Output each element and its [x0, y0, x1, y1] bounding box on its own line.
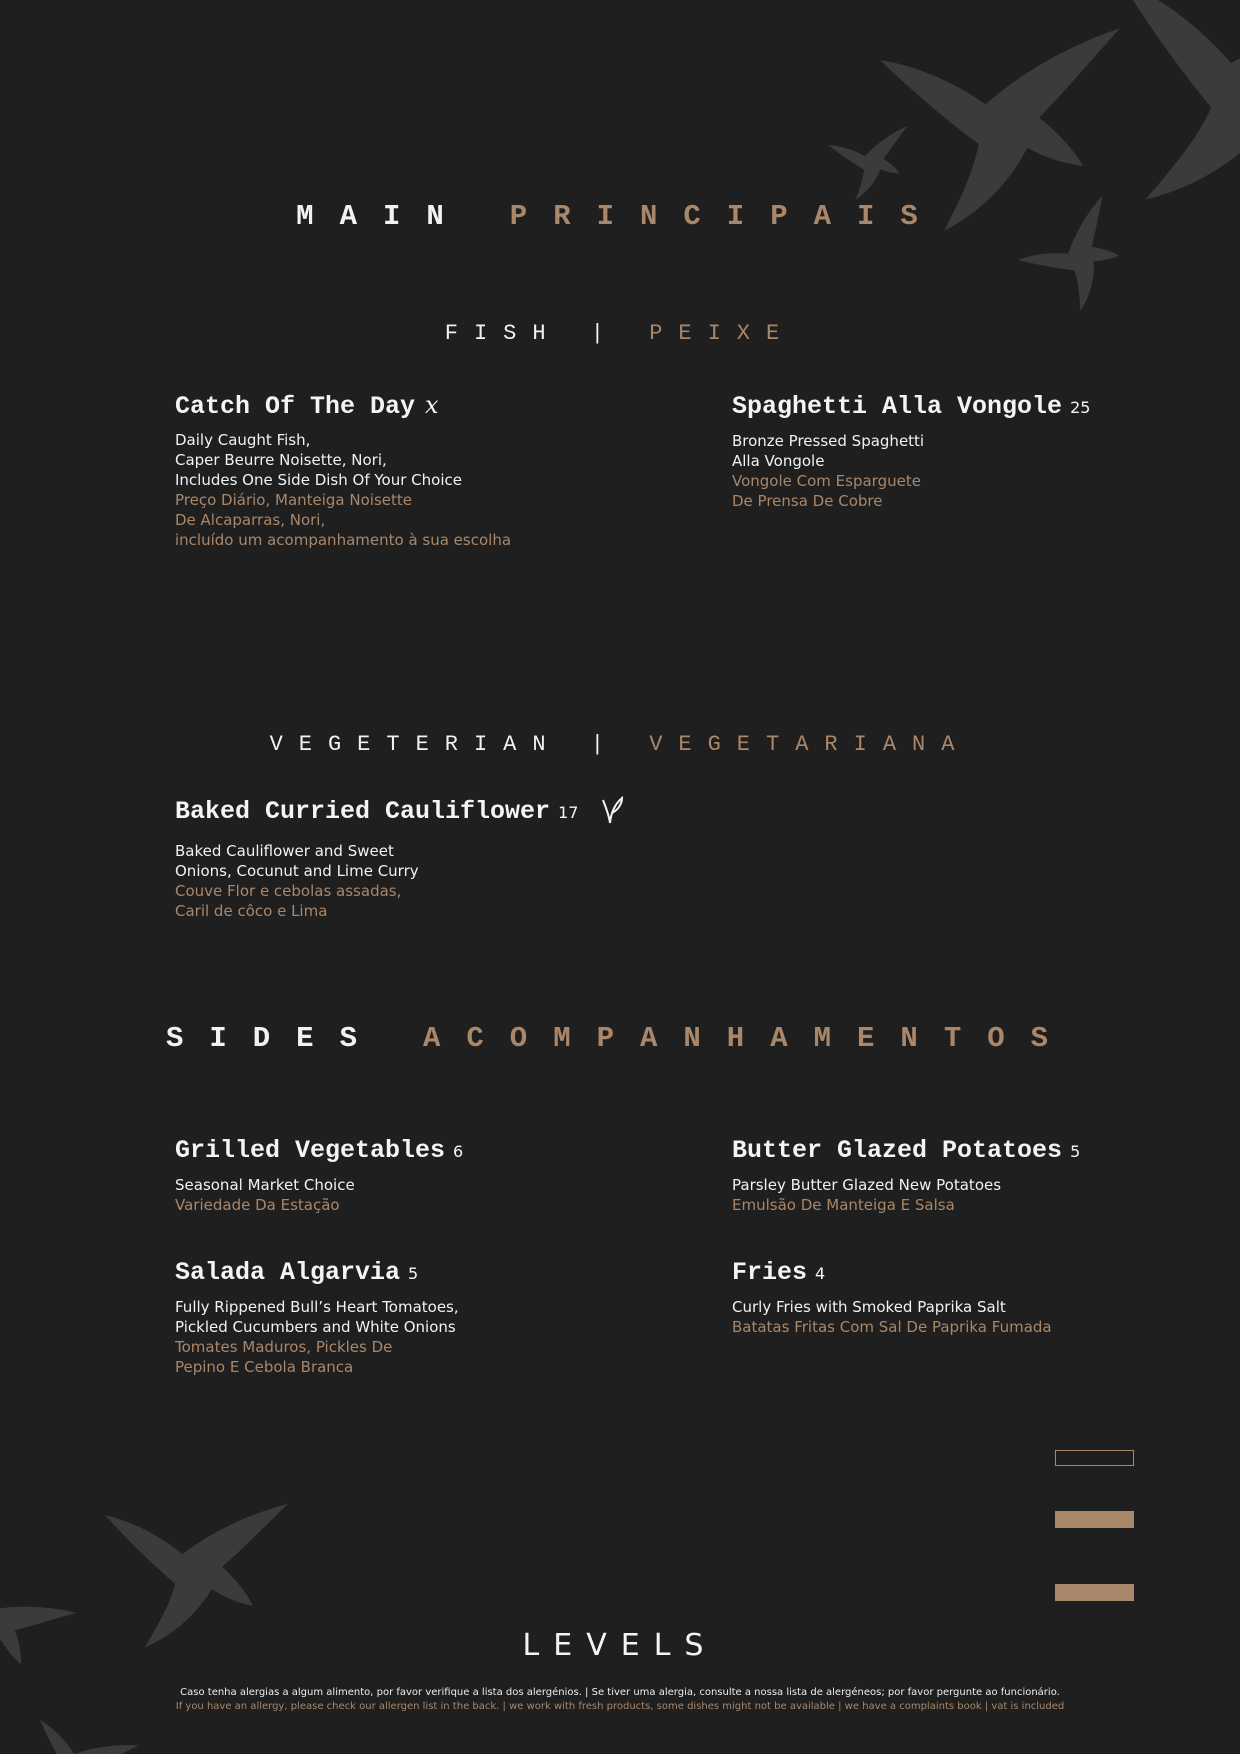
separator: |: [590, 732, 620, 757]
dish-title: [732, 392, 1090, 423]
dish-name: Butter Glazed Potatoes: [732, 1136, 1063, 1165]
section-heading-pt: VEGETARIANA: [649, 732, 971, 757]
desc-en: Pickled Cucumbers and White Onions: [175, 1318, 456, 1336]
desc-pt: De Prensa De Cobre: [732, 492, 883, 510]
desc-en: Fully Rippened Bull’s Heart Tomatoes,: [175, 1298, 459, 1316]
dish-description: [175, 1297, 459, 1377]
section-heading-sides: [0, 1022, 1240, 1055]
title-pt: PRINCIPAIS: [509, 200, 944, 233]
desc-pt: Vongole Com Esparguete: [732, 472, 921, 490]
allergy-note-en: If you have an allergy, please check our allergen list in the back. | we work with fresh products, some dishes might not be available | we have a complaints book | vat is included: [175, 1701, 1065, 1712]
desc-pt: Tomates Maduros, Pickles De: [175, 1338, 393, 1356]
section-heading-pt: PEIXE: [649, 321, 796, 346]
desc-en: Onions, Cocunut and Lime Curry: [175, 862, 419, 880]
desc-pt: Variedade Da Estação: [175, 1196, 340, 1214]
menu-item-baked-curried-cauliflower: [175, 796, 624, 921]
menu-item-fries: [732, 1258, 1052, 1337]
dish-title: [175, 1136, 463, 1167]
dish-price: 4: [815, 1264, 826, 1283]
decorative-bar: [1055, 1584, 1134, 1601]
desc-pt: Preço Diário, Manteiga Noisette: [175, 491, 412, 509]
desc-pt: Pepino E Cebola Branca: [175, 1358, 354, 1376]
brand-logo: LEVELS: [522, 1628, 718, 1663]
section-heading-vegetarian: [0, 732, 1240, 757]
menu-item-grilled-vegetables: [175, 1136, 463, 1215]
section-heading-fish: [0, 321, 1240, 346]
dish-name: Grilled Vegetables: [175, 1136, 446, 1165]
dish-description: [175, 430, 511, 550]
menu-item-catch-of-the-day: [175, 390, 511, 550]
menu-item-butter-glazed-potatoes: [732, 1136, 1080, 1215]
desc-pt: Caril de côco e Lima: [175, 902, 328, 920]
dish-description: [732, 1175, 1080, 1215]
title-en: MAIN: [296, 200, 470, 233]
swallow-icon: [818, 111, 910, 208]
desc-en: Curly Fries with Smoked Paprika Salt: [732, 1298, 1006, 1316]
allergy-note-pt: Caso tenha alergias a algum alimento, por favor verifique a lista dos alergénios. | Se tiver uma alergia, consulte a nossa lista de alergéneos; por favor pergunte ao funcionário.: [180, 1687, 1060, 1698]
section-heading-en: VEGETERIAN: [269, 732, 562, 757]
desc-en: Caper Beurre Noisette, Nori,: [175, 451, 387, 469]
dish-description: [175, 841, 624, 921]
dish-title: [175, 796, 624, 833]
separator: |: [590, 321, 620, 346]
desc-en: Includes One Side Dish Of Your Choice: [175, 471, 462, 489]
dish-name: Salada Algarvia: [175, 1258, 401, 1287]
desc-pt: De Alcaparras, Nori,: [175, 511, 326, 529]
dish-name: Catch Of The Day: [175, 392, 416, 421]
dish-price: 6: [453, 1142, 464, 1161]
desc-pt: incluído um acompanhamento à sua escolha: [175, 531, 512, 549]
dish-price: 5: [1070, 1142, 1081, 1161]
desc-en: Baked Cauliflower and Sweet: [175, 842, 394, 860]
desc-pt: Couve Flor e cebolas assadas,: [175, 882, 402, 900]
desc-pt: Emulsão De Manteiga E Salsa: [732, 1196, 955, 1214]
dish-title: [175, 1258, 459, 1289]
dish-description: [732, 431, 1090, 511]
desc-en: Daily Caught Fish,: [175, 431, 311, 449]
section-heading-en: SIDES: [165, 1022, 383, 1055]
vegan-leaf-icon: [600, 796, 624, 833]
dish-name: Spaghetti Alla Vongole: [732, 392, 1063, 421]
desc-pt: Batatas Fritas Com Sal De Paprika Fumada: [732, 1318, 1052, 1336]
dish-price: x: [425, 391, 439, 419]
desc-en: Bronze Pressed Spaghetti: [732, 432, 925, 450]
dish-name: Baked Curried Cauliflower: [175, 797, 551, 826]
desc-en: Parsley Butter Glazed New Potatoes: [732, 1176, 1002, 1194]
dish-price: 17: [558, 803, 579, 822]
dish-name: Fries: [732, 1258, 808, 1287]
dish-title: [732, 1258, 1052, 1289]
swallow-icon: [0, 1525, 79, 1700]
decorative-bar: [1055, 1511, 1134, 1528]
menu-item-salada-algarvia: [175, 1258, 459, 1377]
dish-description: [175, 1175, 463, 1215]
decorative-bar-outline: [1055, 1450, 1134, 1466]
dish-title: [732, 1136, 1080, 1167]
dish-price: 25: [1070, 398, 1091, 417]
menu-item-spaghetti-alla-vongole: [732, 392, 1090, 511]
desc-en: Seasonal Market Choice: [175, 1176, 355, 1194]
dish-title: [175, 390, 511, 422]
desc-en: Alla Vongole: [732, 452, 825, 470]
dish-price: 5: [408, 1264, 419, 1283]
section-heading-en: FISH: [444, 321, 562, 346]
dish-description: [732, 1297, 1052, 1337]
section-heading-pt: ACOMPANHAMENTOS: [422, 1022, 1075, 1055]
page-title: [0, 200, 1240, 233]
